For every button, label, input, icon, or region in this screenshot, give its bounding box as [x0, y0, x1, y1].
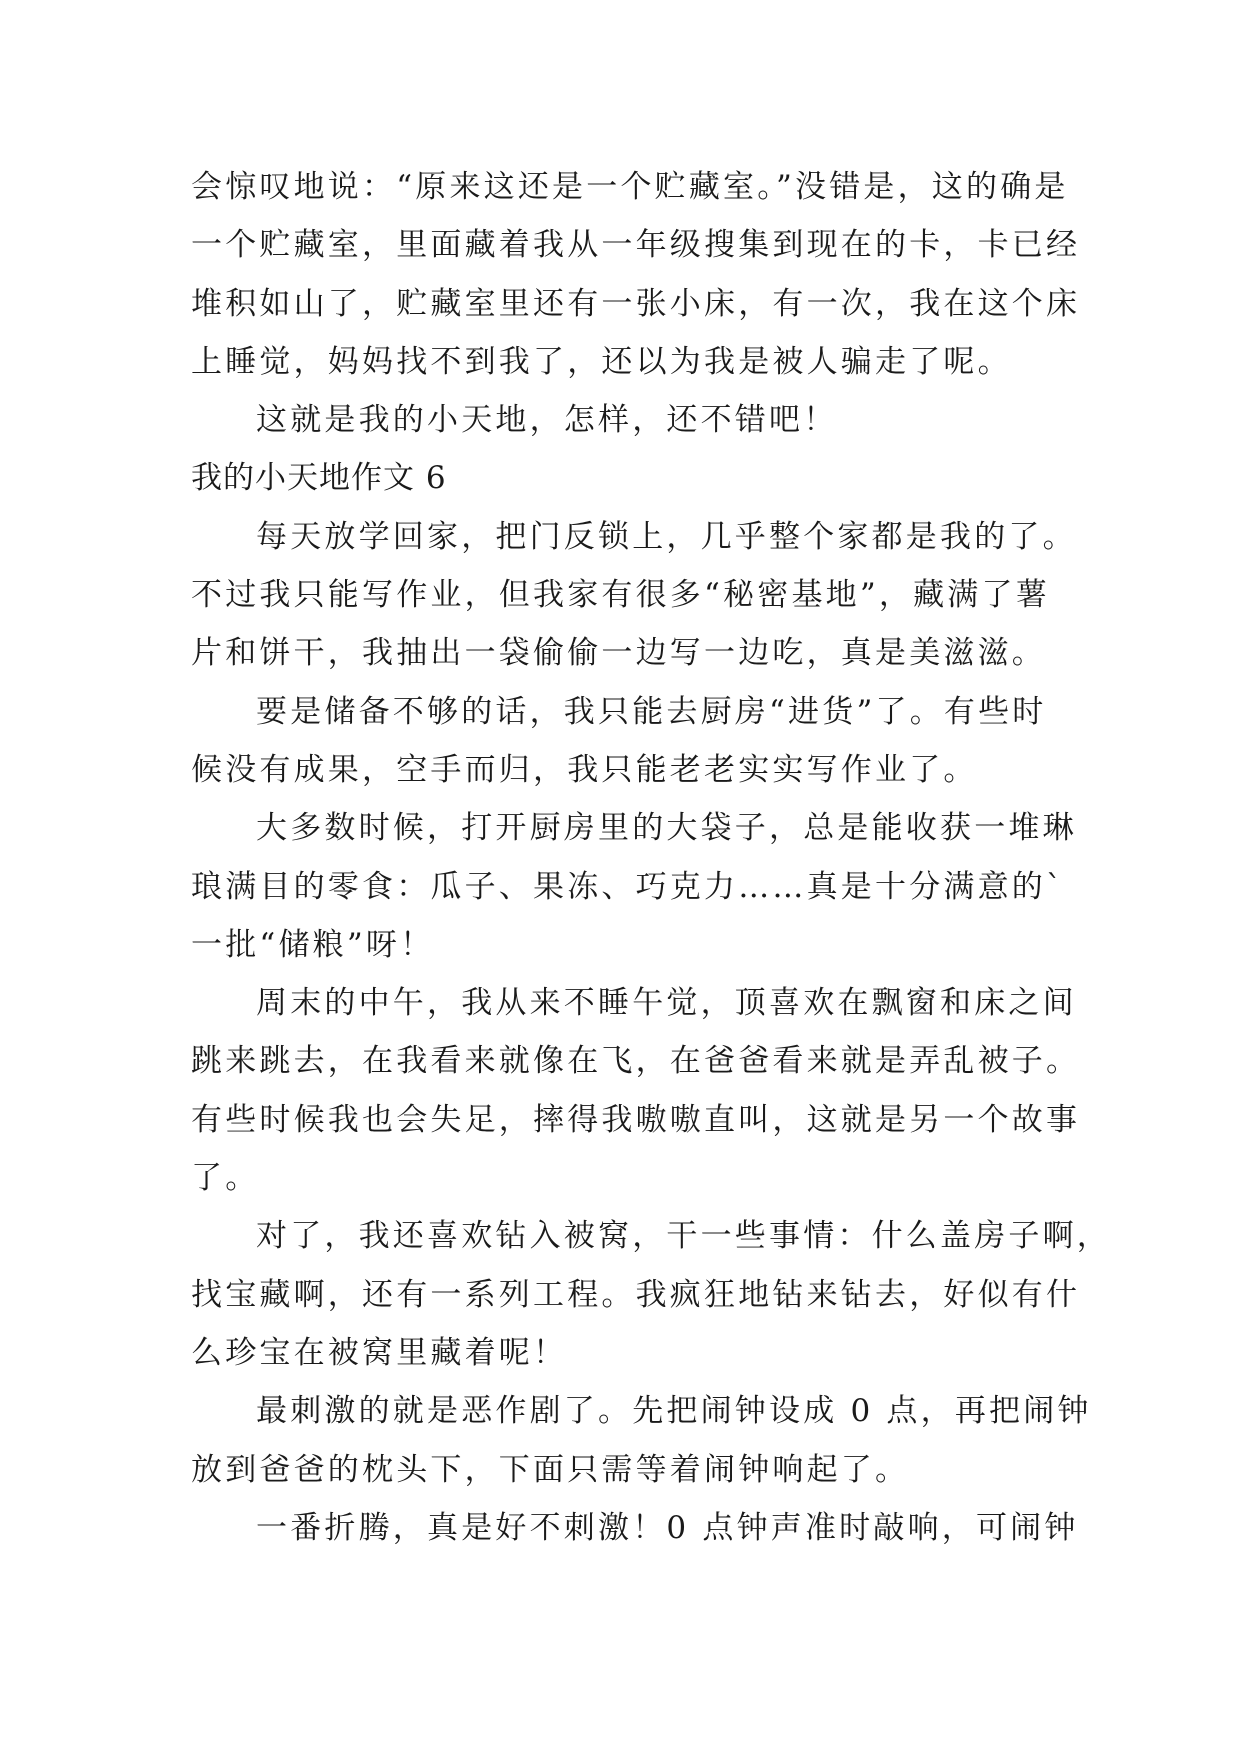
text-line: 不过我只能写作业，但我家有很多“秘密基地”，藏满了薯: [191, 577, 1050, 614]
text-line: 琅满目的零食：瓜子、果冻、巧克力……真是十分满意的`: [191, 868, 1065, 905]
section-heading: 我的小天地作文 6: [191, 460, 447, 497]
text-line: 会惊叹地说：“原来这还是一个贮藏室。”没错是，这的确是: [191, 169, 1069, 205]
text-line: 跳来跳去，在我看来就像在飞，在爸爸看来就是弄乱被子。: [191, 1043, 1081, 1080]
text-line: 每天放学回家，把门反锁上，几乎整个家都是我的了。: [256, 518, 1077, 555]
text-line: 片和饼干，我抽出一袋偷偷一边写一边吃，真是美滋滋。: [191, 635, 1046, 672]
text-line: 堆积如山了，贮藏室里还有一张小床，有一次，我在这个床: [191, 285, 1081, 322]
text-line: 放到爸爸的枕头下，下面只需等着闹钟响起了。: [191, 1451, 910, 1488]
text-line: 对了，我还喜欢钻入被窝，干一些事情：什么盖房子啊，: [256, 1218, 1111, 1255]
text-line: 大多数时候，打开厨房里的大袋子，总是能收获一堆琳: [256, 810, 1077, 847]
text-line: 最刺激的就是恶作剧了。先把闹钟设成 0 点，再把闹钟: [256, 1393, 1092, 1430]
text-line: 一番折腾，真是好不刺激！0 点钟声准时敲响，可闹钟: [256, 1509, 1079, 1546]
text-line: 了。: [191, 1160, 260, 1197]
text-line: 一批“储粮”呀！: [191, 926, 435, 963]
text-line: 周末的中午，我从来不睡午觉，顶喜欢在飘窗和床之间: [256, 985, 1077, 1022]
document-body: [191, 158, 1111, 1557]
text-line: 一个贮藏室，里面藏着我从一年级搜集到现在的卡，卡已经: [191, 227, 1081, 264]
text-line: 上睡觉，妈妈找不到我了，还以为我是被人骗走了呢。: [191, 343, 1012, 380]
text-line: 有些时候我也会失足，摔得我嗷嗷直叫，这就是另一个故事: [191, 1101, 1081, 1138]
text-line: 么珍宝在被窝里藏着呢！: [191, 1334, 568, 1371]
text-line: 找宝藏啊，还有一系列工程。我疯狂地钻来钻去，好似有什: [191, 1276, 1081, 1313]
text-line: 要是储备不够的话，我只能去厨房“进货”了。有些时: [256, 693, 1047, 730]
text-line: 这就是我的小天地，怎样，还不错吧！: [256, 402, 838, 439]
text-line: 候没有成果，空手而归，我只能老老实实写作业了。: [191, 751, 978, 788]
